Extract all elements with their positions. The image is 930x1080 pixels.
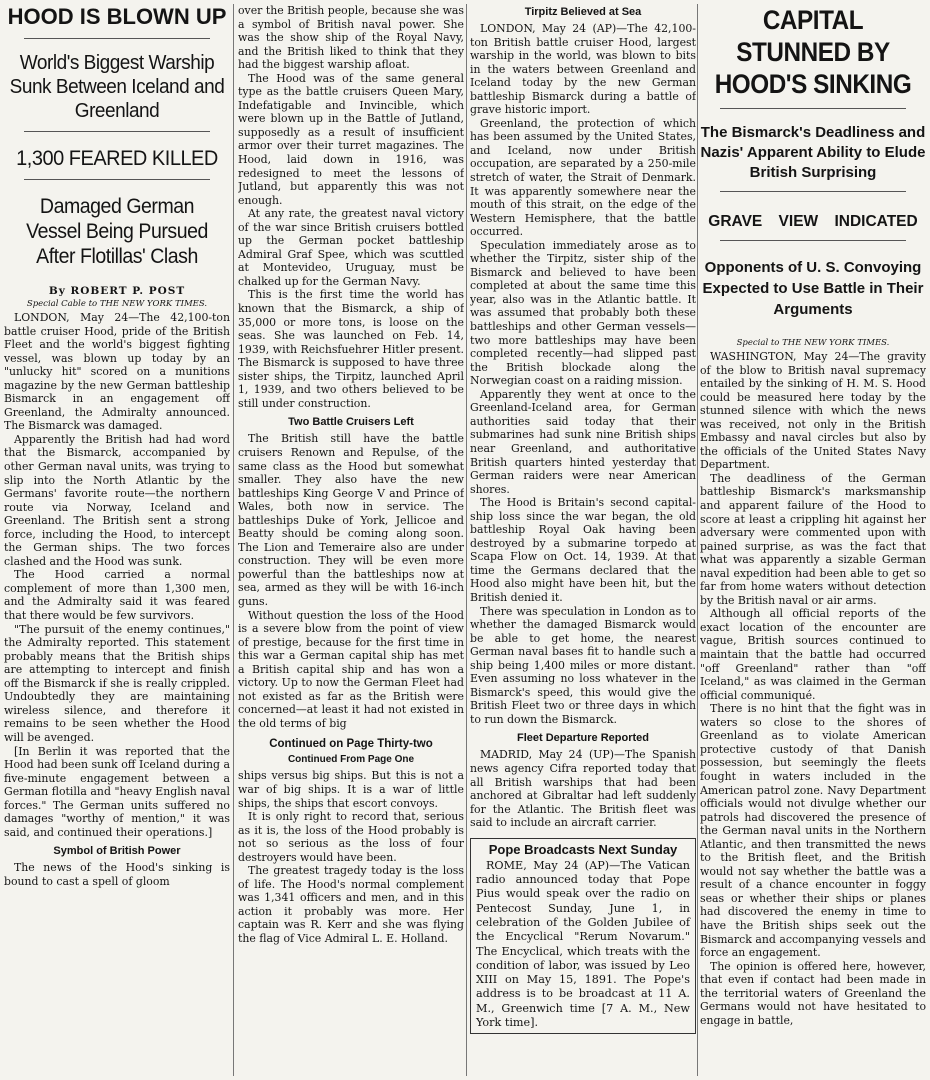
article-paragraph: It is only right to record that, serious as it is, the loss of the Hood probably is not so serious as the loss of four destroyers would have been. xyxy=(238,810,464,864)
column-hood-blown-up xyxy=(4,4,230,1080)
article-paragraph: At any rate, the greatest naval victory of the war since British cruisers bottled up the German pocket battleship Admiral Graf Spee, which was scuttled at Montevideo, Uruguay, must be chalked up for the German Navy. xyxy=(238,207,464,288)
deck-headline-1: The Bismarck's Deadliness and Nazis' Apparent Ability to Elude British Surprising xyxy=(700,124,926,181)
article-paragraph: This is the first time the world has known that the Bismarck, a ship of 35,000 or more tons, is loose on the seas. She was launched on Feb. 14, 1939, with Reichsfuehrer Hitler present. The Bismarck is supposed to have three sister ships, the Tirpitz, launched April 1, 1939, and two others believed to be still under construction. xyxy=(238,288,464,410)
article-paragraph: MADRID, May 24 (UP)—The Spanish news agency Cifra reported today that all British warships that had been anchored at Gibraltar had left suddenly for the Atlantic. The British fleet was said to include an aircraft carrier. xyxy=(470,748,696,830)
article-paragraph: The Hood was of the same general type as the battle cruisers Queen Mary, Indefatigable and Invincible, which were blown up in the Battle of Jutland, supposedly as a result of insufficient armor over their turret magazines. The Hood, laid down in 1916, was redesigned to meet the lessons of Jutland, but apparently this was not enough. xyxy=(238,71,464,207)
article-paragraph: WASHINGTON, May 24—The gravity of the blow to British naval supremacy entailed by the sinking of H. M. S. Hood could be measured here today by the stunned silence with which the news was received, not only in the British Embassy and naval circles but also by the officials of the United States Navy Department. xyxy=(700,350,926,472)
divider xyxy=(720,108,906,109)
article-paragraph: There was speculation in London as to whether the damaged Bismarck would be able to get home, the nearest German naval bases fit to handle such a ship being 1,400 miles or more distant. Even assuming no loss whatever in the Bismarck's speed, this would give the British Fleet two or three days in which to run down the Bismarck. xyxy=(470,604,696,726)
divider xyxy=(720,240,906,241)
deck-headline-1: World's Biggest Warship Sunk Between Iceland and Greenland xyxy=(9,52,225,122)
main-headline: HOOD IS BLOWN UP xyxy=(7,4,227,29)
divider xyxy=(24,38,210,39)
article-paragraph: The Hood carried a normal complement of more than 1,300 men, and the Admiralty said it was feared that there would be few survivors. xyxy=(4,568,230,623)
column-rule xyxy=(233,4,234,1076)
article-paragraph: Speculation immediately arose as to whether the Tirpitz, sister ship of the Bismarck and believed to have been completed at about the same time this year, also was in the Atlantic battle. It was assumed that probably both these battleships and other German vessels—two more battleships may have been completed recently—had slipped past the British blockade along the Norwegian coast on a raiding mission. xyxy=(470,238,696,388)
article-paragraph: The opinion is offered here, however, that even if contact had been made in the territorial waters of Greenland the Germans would not have hesitated to engage in battle, xyxy=(700,959,926,1027)
article-paragraph: Apparently the British had had word that the Bismarck, accompanied by other German naval units, was trying to slip into the North Atlantic by the Germans' favorite route—the northern route via Norway, Iceland and Greenland. The British sent a strong force, including the Hood, to intercept the German ships. The two forces clashed and the Hood was sunk. xyxy=(4,432,230,568)
article-paragraph: "The pursuit of the enemy continues," the Admiralty reported. This statement probably means that the British ships are attempting to intercept and finish off the Bismarck if she is really crippled. Undoubtedly they are maintaining wireless silence, and therefore it remains to be seen whether the Hood will be avenged. xyxy=(4,622,230,744)
subhead: Fleet Departure Reported xyxy=(516,732,650,745)
article-paragraph: [In Berlin it was reported that the Hood had been sunk off Iceland during a five-minute engagement between a German flotilla and "heavy English naval forces." The German units suffered no damages "worthy of mention," it was said, and continued their operations.] xyxy=(4,744,230,839)
pope-broadcast-box xyxy=(470,838,696,1035)
article-paragraph: The greatest tragedy today is the loss of life. The Hood's normal complement was 1,341 officers and men, and in this action it probably was more. Her captain was R. Kerr and she was flying the flag of Vice Admiral L. E. Holland. xyxy=(238,864,464,945)
subhead: Symbol of British Power xyxy=(53,845,181,858)
box-headline: Pope Broadcasts Next Sunday xyxy=(488,841,678,857)
article-paragraph: There is no hint that the fight was in waters so close to the shores of Greenland as to violate American protective custody of that Danish possession, but seemingly the fleets fought in waters included in the American patrol zone. Navy Department officials would not divulge whether our patrols had discovered the presence of the German naval units in the Northern Atlantic, and then transmitted the news to the British fleet, and the British would not say whether the battle was a result of a chance encounter in foggy seas or whether their ships or planes had discovered the enemy in time to have the British ships seek out the Bismarck and accompanying vessels and force an engagement. xyxy=(700,702,926,960)
box-paragraph: ROME, May 24 (AP)—The Vatican radio announced today that Pope Pius would speak over the radio on Pentecost Sunday, June 1, in celebration of the Golden Jubilee of the Encyclical "Rerum Novarum." The Encyclical, which treats with the condition of labor, was issued by Leo XIII on May 15, 1891. The Pope's address is to be broadcast at 11 A. M., Greenwich time [7 A. M., New York time]. xyxy=(476,858,690,1029)
article-paragraph: Without question the loss of the Hood is a severe blow from the point of view of prestige, because for the first time in this war a German capital ship has met a British capital ship and has won a victory. Up to now the German Fleet had not existed as far as the British were concerned—at least it had not existed in the old terms of big xyxy=(238,608,464,730)
article-paragraph: The Hood is Britain's second capital-ship loss since the war began, the old battleship Royal Oak having been destroyed by a submarine torpedo at Scapa Flow on Oct. 14, 1939. At that time the Germans declared that the Hood also might have been hit, but the British denied it. xyxy=(470,496,696,604)
deck-headline-3: Damaged German Vessel Being Pursued After Flotillas' Clash xyxy=(26,195,208,268)
column-rule xyxy=(466,4,467,1076)
dateline-credit: Special to THE NEW YORK TIMES. xyxy=(736,338,890,348)
article-paragraph: Although all official reports of the exact location of the encounter are vague, British sources continued to maintain that the battle had occurred "off Greenland" rather than "off Iceland," as was claimed in the German official communiqué. xyxy=(700,607,926,702)
divider xyxy=(720,191,906,192)
continued-from-label: Continued From Page One xyxy=(287,754,415,766)
subhead: Two Battle Cruisers Left xyxy=(288,416,414,429)
column-capital-stunned xyxy=(700,4,926,1080)
column-hood-continued xyxy=(238,4,464,1080)
divider xyxy=(24,179,210,180)
article-paragraph: ships versus big ships. But this is not a war of big ships. It is a war of little ships, the ships that escort convoys. xyxy=(238,769,464,810)
article-paragraph: Greenland, the protection of which has been assumed by the United States, and Iceland, now under British occupation, are separated by a 250-mile stretch of water, the Strait of Denmark. It was apparently somewhere near the mouth of this strait, on the edge of the Western Hemisphere, that the battle occurred. xyxy=(470,116,696,239)
article-paragraph: The British still have the battle cruisers Renown and Repulse, of the same class as the Hood but somewhat smaller. They also have the new battleships King George V and Prince of Wales, both now in service. The battleships Duke of York, Jellicoe and Beatty should be coming along soon. The Lion and Temeraire also are under construction. They will be even more powerful than the battleships now at sea, armed as they will be with 16-inch guns. xyxy=(238,432,464,608)
column-rule xyxy=(697,4,698,1076)
deck-headline-2: 1,300 FEARED KILLED xyxy=(16,147,218,170)
dateline-credit: Special Cable to THE NEW YORK TIMES. xyxy=(26,299,208,309)
subhead: Tirpitz Believed at Sea xyxy=(524,6,642,18)
continued-on-label: Continued on Page Thirty-two xyxy=(269,738,433,751)
article-paragraph: The deadliness of the German battleship Bismarck's marksmanship and apparent failure of the Hood to score at least a crippling hit against her adversary were commented upon with pained surprise, as was the fact that what was apparently a sizable German naval expedition had been able to get so far from home waters without detection by the British naval or air arms. xyxy=(700,471,926,607)
article-paragraph: The news of the Hood's sinking is bound to cast a spell of gloom xyxy=(4,861,230,888)
article-paragraph: LONDON, May 24—The 42,100-ton battle cruiser Hood, pride of the British Fleet and the world's biggest fighting vessel, was blown up today by an "unlucky hit" scored on a munitions magazine by the new German battleship Bismarck in an engagement off Greenland, the Admiralty announced. The Bismarck was damaged. xyxy=(4,311,230,433)
main-headline: CAPITAL STUNNED BY HOOD'S SINKING xyxy=(714,5,912,99)
column-tirpitz xyxy=(470,4,696,1080)
article-paragraph: over the British people, because she was a symbol of British naval power. She was the show ship of the Royal Navy, and the British liked to think that they had the biggest warship afloat. xyxy=(238,4,464,72)
divider xyxy=(24,131,210,132)
article-paragraph: Apparently they went at once to the Greenland-Iceland area, for German authorities said today that their submarines had sunk nine British ships near Greenland, and authoritative British quarters hinted yesterday that German raiders were near American shores. xyxy=(470,387,696,496)
deck-headline-2: GRAVE VIEW INDICATED xyxy=(708,213,918,230)
article-paragraph: LONDON, May 24 (AP)—The 42,100-ton British battle cruiser Hood, largest warship in the world, was blown to bits in the waters between Greenland and Iceland today by the new German battleship Bismarck during a battle of grave historic import. xyxy=(470,22,696,117)
deck-headline-3: Opponents of U. S. Convoying Expected to Use Battle in Their Arguments xyxy=(702,259,924,318)
byline: By ROBERT P. POST xyxy=(48,285,186,297)
